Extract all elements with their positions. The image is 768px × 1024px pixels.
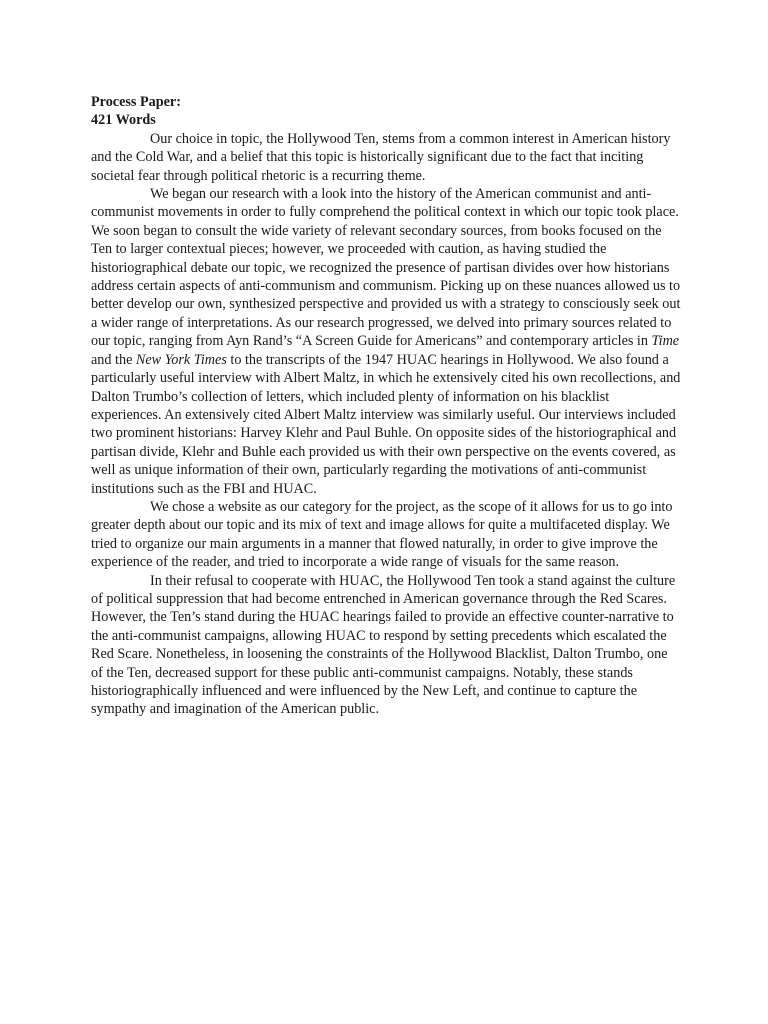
paragraph-conclusion: In their refusal to cooperate with HUAC, the Hollywood Ten took a stand against the culture of political suppression that had become entrenched in American governance through the Red Scares. However, the Ten’s stand during the HUAC hearings failed to provide an effective counter-narrative to the anti-communist campaigns, allowing HUAC to respond by setting precedents which escalated the Red Scare. Nonetheless, in loosening the constraints of the Hollywood Blacklist, Dalton Trumbo, one of the Ten, decreased support for these public anti-communist campaigns. Notably, these stands historiographically influenced and were influenced by the New Left, and continue to capture the sympathy and imagination of the American public.: [91, 572, 676, 718]
research-text-part-3: to the transcripts of the 1947 HUAC hearings in Hollywood. We also found a particularly useful interview with Albert Maltz, in which he extensively cited his own recollections, and Dalton Trumbo’s collection of letters, which included plenty of information on his blacklist experiences. An extensively cited Albert Maltz interview was similarly useful. Our interviews included two prominent historians: Harvey Klehr and Paul Buhle. On opposite sides of the historiographical and partisan divide, Klehr and Buhle each provided us with their own perspective on the events covered, as well as unique information of their own, particularly regarding the motivations of anti-communist institutions such as the FBI and HUAC.: [91, 351, 681, 497]
paragraph-category: We chose a website as our category for the project, as the scope of it allows for us to go into greater depth about our topic and its mix of text and image allows for quite a multifaceted display. We tried to organize our main arguments in a manner that flowed naturally, in order to give improve the experience of the reader, and tried to incorporate a wide range of visuals for the same reason.: [91, 498, 673, 571]
research-text-part-2: and the: [91, 351, 136, 368]
document-title: Process Paper:: [91, 94, 181, 110]
publication-time: Time: [651, 333, 680, 350]
research-text-part-1: We began our research with a look into the history of the American communist and anti-communist movements in order to fully comprehend the political context in which our topic took place. We soon began to consult the wide variety of relevant secondary sources, from books focused on the Ten to larger contextual pieces; however, we proceeded with caution, as having studied the historiographical debate our topic, we recognized the presence of partisan divides over how historians address certain aspects of anti-communism and communism. Picking up on these nuances allowed us to better develop our own, synthesized perspective and provided us with a strategy to consciously seek out a wider range of interpretations. As our research progressed, we delved into primary sources related to our topic, ranging from Ayn Rand’s “A Screen Guide for Americans” and contemporary articles in: [91, 186, 681, 350]
publication-new-york-times: New York Times: [135, 351, 227, 368]
word-count: 421 Words: [91, 112, 156, 129]
document-body: [91, 93, 681, 719]
paragraph-research: [91, 185, 681, 498]
paragraph-topic-choice: Our choice in topic, the Hollywood Ten, stems from a common interest in American history and the Cold War, and a belief that this topic is historically significant due to the fact that inciting societal fear through political rhetoric is a recurring theme.: [91, 130, 671, 184]
